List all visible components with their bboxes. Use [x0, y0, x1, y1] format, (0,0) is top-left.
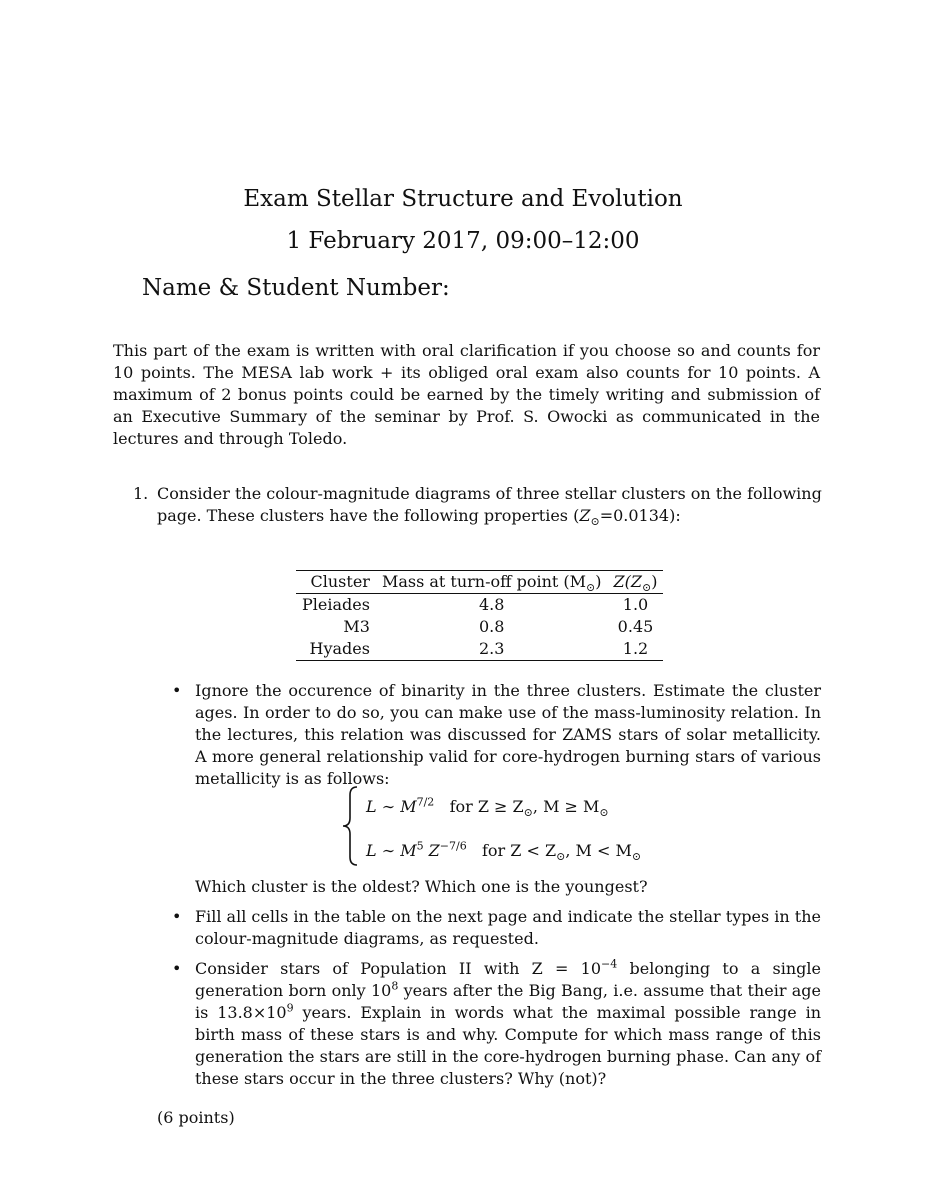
bullet-1-followup: Which cluster is the oldest? Which one is the youngest?	[195, 877, 648, 896]
cell-z: 1.0	[622, 595, 649, 614]
table-row	[296, 594, 663, 617]
cell-cluster: Pleiades	[302, 595, 370, 614]
table-row	[296, 638, 663, 661]
equation-line-1: L ∼ $M^{7/2}$ for $Z \ge Z_⊙$, $M \ge M_⊙$	[366, 795, 609, 820]
bullet-icon: •	[172, 681, 182, 700]
cell-z: 1.2	[622, 639, 649, 658]
bullet-icon: •	[172, 959, 182, 978]
table-row	[296, 616, 663, 638]
bullet-text: Fill all cells in the table on the next page and indicate the stellar types in the colour-magnitude diagrams, as requested.	[195, 907, 821, 948]
cell-cluster: Hyades	[309, 639, 370, 658]
cell-cluster: M3	[343, 617, 370, 636]
cell-mass: 0.8	[479, 617, 505, 636]
exam-date: 1 February 2017, 09:00–12:00	[286, 228, 640, 254]
header-mass: Mass at turn-off point $(M_⊙)$	[381, 572, 602, 595]
table-header-row	[296, 571, 663, 594]
name-student-number-label: Name & Student Number:	[142, 275, 450, 301]
bullet-icon: •	[172, 907, 182, 926]
left-brace-icon	[340, 785, 360, 867]
cell-z: 0.45	[617, 617, 654, 636]
cell-mass: 2.3	[479, 639, 505, 658]
intro-paragraph: This part of the exam is written with oral clarification if you choose so and counts for 10 points. The MESA lab work + its obliged oral exam also counts for 10 points. A maximum of 2 bonus points could be earned by the timely writing and submission of an Executive Summary of the seminar by Prof. S. Owocki as communicated in the lectures and through Toledo.	[113, 341, 820, 448]
cell-mass: 4.8	[479, 595, 505, 614]
points-label: (6 points)	[157, 1108, 235, 1127]
cluster-properties-table	[296, 570, 663, 661]
bullet-text: Ignore the occurence of binarity in the three clusters. Estimate the cluster ages. In order to do so, you can make use of the mass-luminosity relation. In the lectures, this relation was discussed for ZAMS stars of solar metallicity. A more general relationship valid for core-hydrogen burning stars of various metallicity is as follows:	[195, 681, 821, 788]
question-number: 1.	[133, 484, 149, 503]
equation-line-2: L ∼ $M^5$ $Z^{-7/6}$ for $Z < Z_⊙$, $M < M_⊙$	[366, 839, 642, 864]
exam-title: Exam Stellar Structure and Evolution	[243, 186, 683, 212]
mass-luminosity-equation	[340, 785, 680, 867]
header-z: $Z(Z_⊙)$	[613, 572, 658, 595]
header-cluster: Cluster	[310, 572, 370, 591]
bullet-text: Consider stars of Population II with $Z = 10^{-4}$ belonging to a single generation born only $10^8$ years after the Big Bang, i.e. assume that their age is $13.8\times 10^9$ years. Explain in words what the maximal possible range in birth mass of these stars is and why. Compute for which mass range of this generation the stars are still in the core-hydrogen burning phase. Can any of these stars occur in the three clusters? Why (not)?	[195, 957, 822, 1088]
question-text: Consider the colour-magnitude diagrams of three stellar clusters on the following page. These clusters have the following properties $(Z_⊙=0.0134)$:	[157, 484, 822, 529]
